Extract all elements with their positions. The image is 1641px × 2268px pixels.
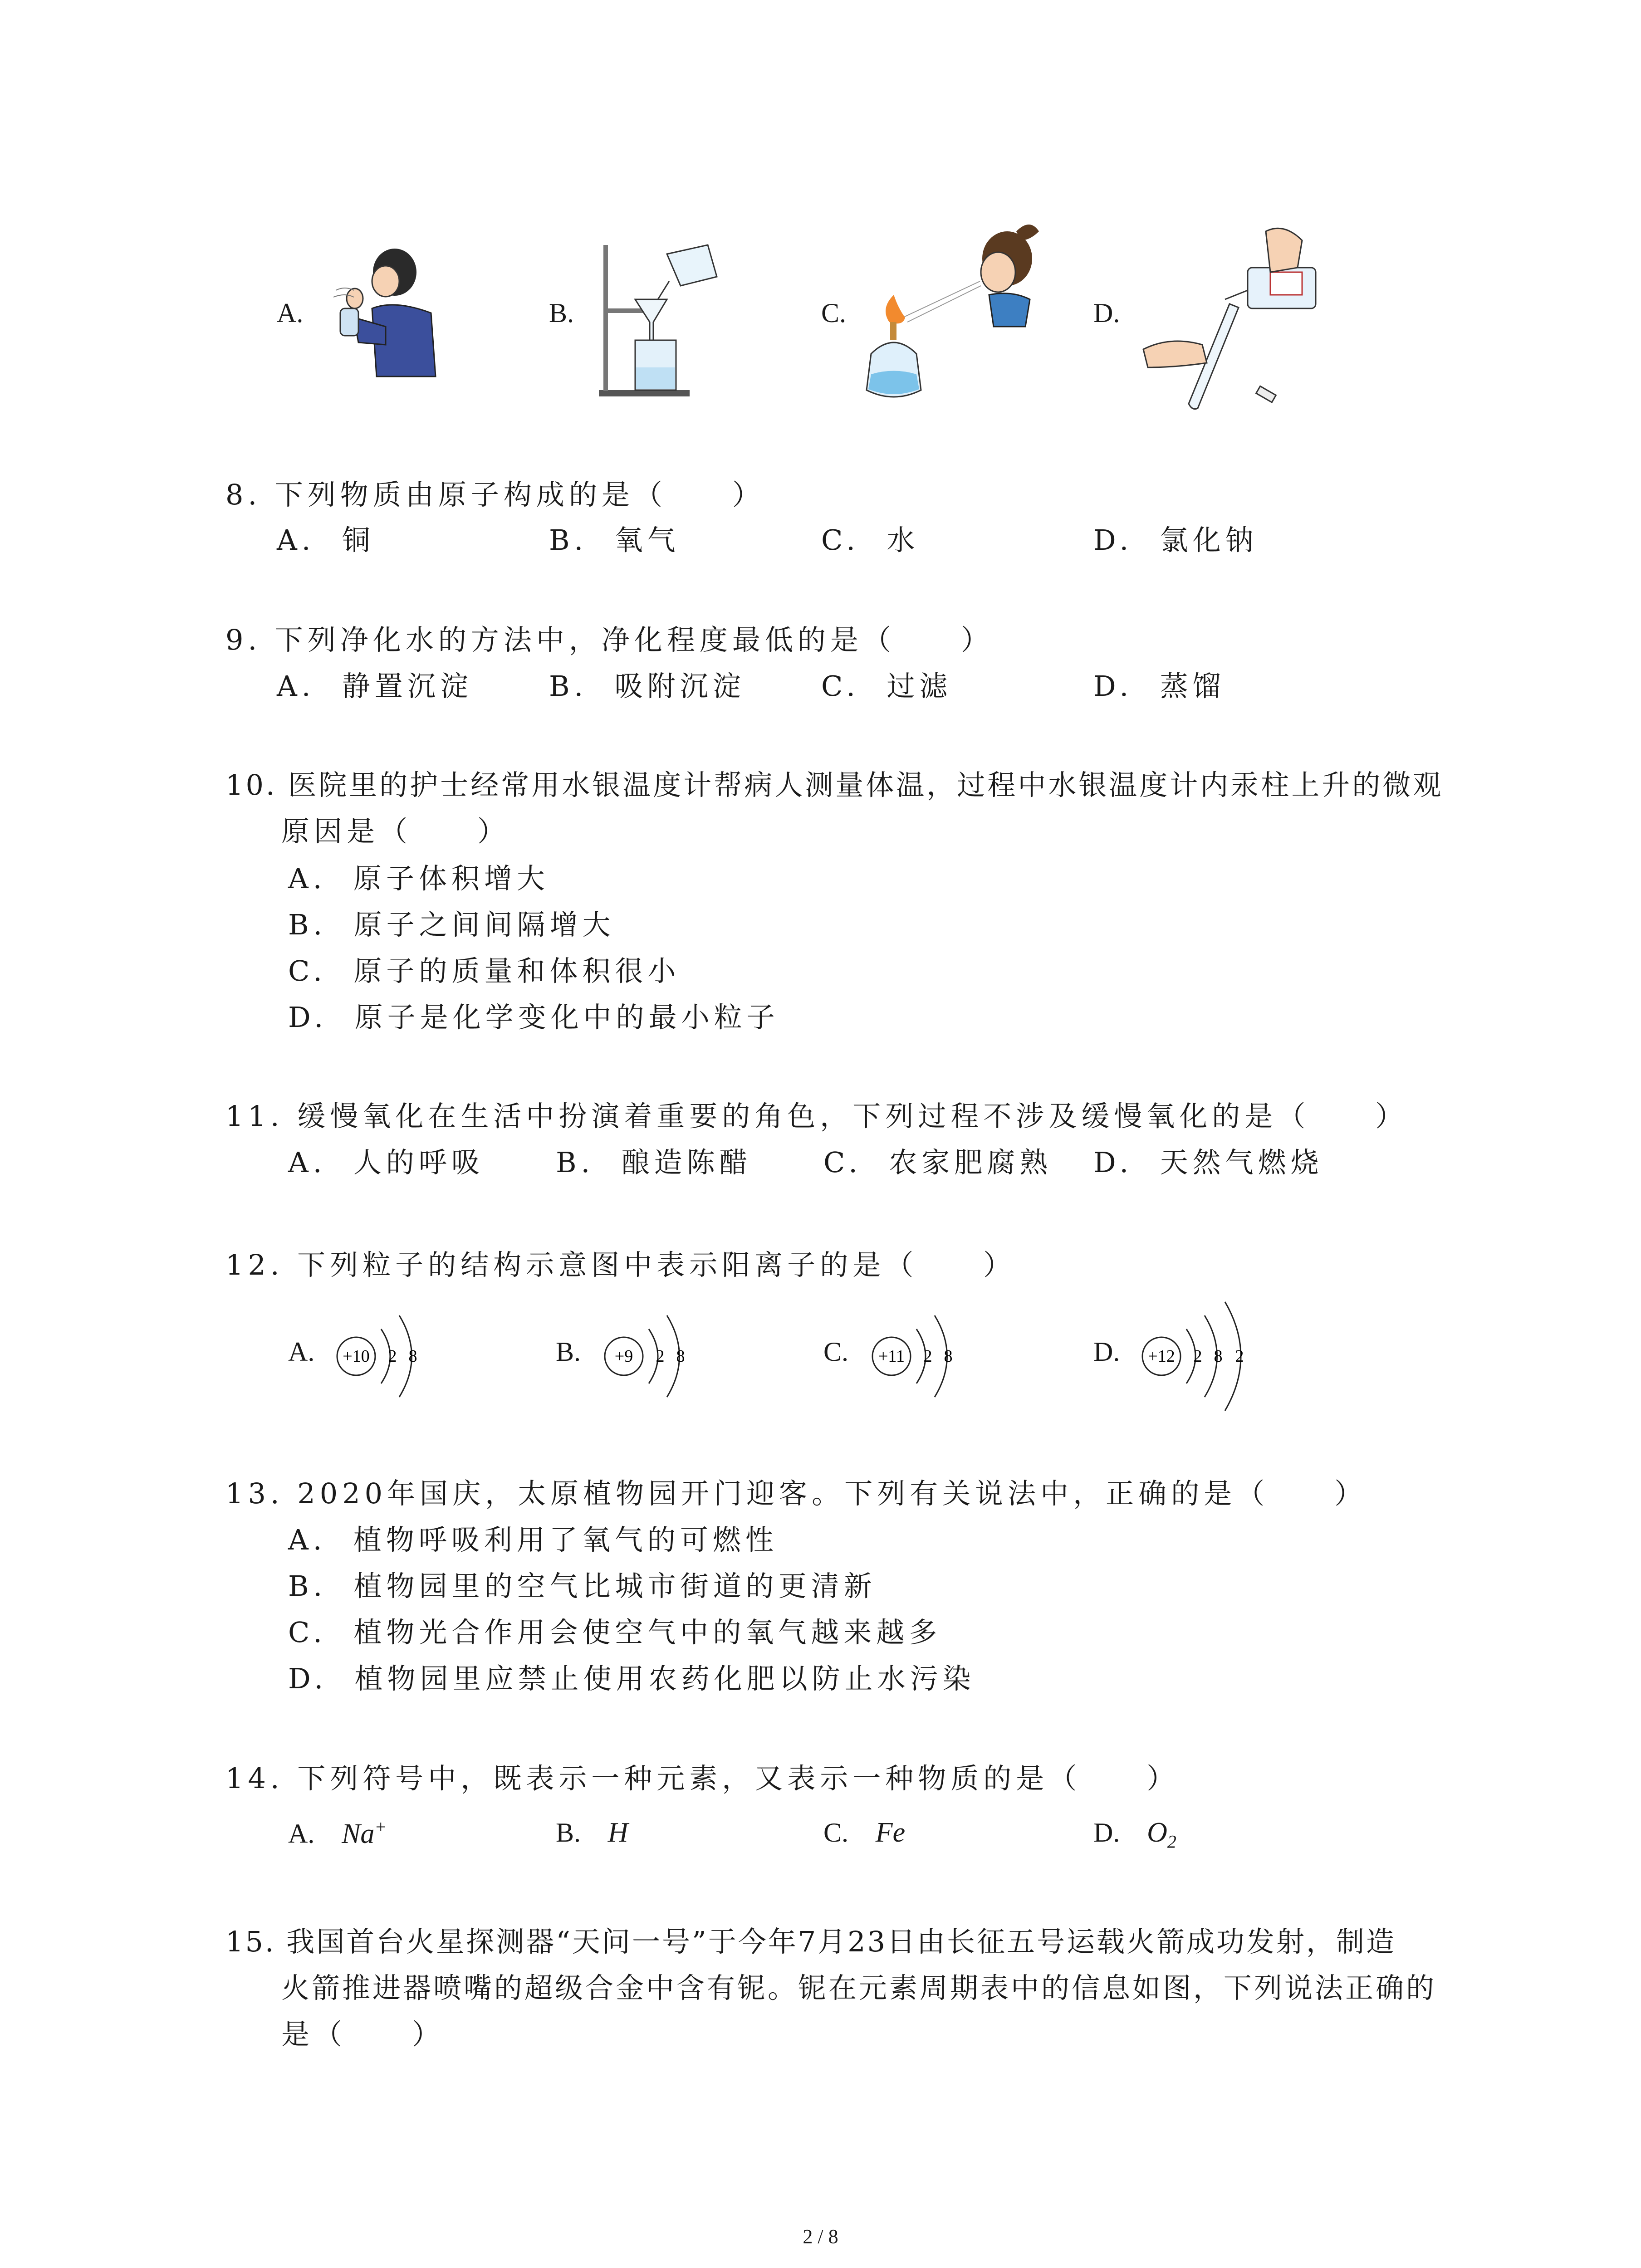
q11-stem: 11. 缓慢氧化在生活中扮演着重要的角色，下列过程不涉及缓慢氧化的是（ ） — [225, 1100, 1408, 1133]
q12-option-d-label: D. — [1093, 1337, 1120, 1367]
atom-a-nucleus: +10 — [343, 1347, 370, 1366]
q9-option-c[interactable]: C. 过滤 — [821, 670, 952, 703]
atom-diagram-b — [599, 1306, 708, 1406]
atom-diagram-d — [1134, 1297, 1270, 1415]
q12-option-b-label: B. — [556, 1337, 581, 1367]
smelling-chemical-illustration — [327, 245, 445, 381]
q12-stem: 12. 下列粒子的结构示意图中表示阳离子的是（ ） — [225, 1248, 1016, 1281]
q8-stem: 8. 下列物质由原子构成的是（ ） — [225, 478, 765, 511]
q8-option-d[interactable]: D. 氯化钠 — [1093, 523, 1258, 557]
q13-option-b[interactable]: B. 植物园里的空气比城市街道的更清新 — [288, 1569, 877, 1603]
q11-option-d[interactable]: D. 天然气燃烧 — [1093, 1146, 1323, 1179]
q14-option-c[interactable] — [823, 1818, 905, 1847]
q14-option-d[interactable] — [1093, 1818, 1176, 1851]
atom-b-nucleus: +9 — [614, 1347, 633, 1366]
atom-b-shell-2: 8 — [676, 1347, 685, 1366]
q14-option-a-label: A. — [288, 1818, 315, 1849]
q15-stem-line-2: 火箭推进器喷嘴的超级合金中含有铌。铌在元素周期表中的信息如图，下列说法正确的 — [281, 1971, 1437, 2004]
q13-option-a[interactable]: A. 植物呼吸利用了氧气的可燃性 — [288, 1523, 778, 1556]
atom-b-shell-1: 2 — [656, 1347, 665, 1366]
q10-stem-line-2: 原因是（ ） — [281, 815, 510, 848]
q14-symbol-d-subscript: 2 — [1167, 1831, 1176, 1852]
q14-symbol-d: O — [1147, 1817, 1167, 1848]
q14-option-d-label: D. — [1093, 1818, 1120, 1848]
q10-option-b[interactable]: B. 原子之间间隔增大 — [288, 908, 615, 941]
pouring-liquid-illustration — [1134, 222, 1334, 417]
q14-option-b-label: B. — [556, 1818, 581, 1848]
filtration-apparatus-illustration — [590, 236, 726, 399]
atom-d-shell-1: 2 — [1193, 1347, 1202, 1366]
q8-option-c[interactable]: C. 水 — [821, 523, 920, 557]
q12-option-c-label: C. — [823, 1337, 849, 1367]
q14-symbol-a-charge: + — [374, 1817, 387, 1837]
q14-symbol-c: Fe — [875, 1817, 906, 1848]
q9-option-b[interactable]: B. 吸附沉淀 — [549, 670, 745, 703]
q7-option-b-label: B. — [549, 298, 574, 328]
q9-stem: 9. 下列净化水的方法中，净化程度最低的是（ ） — [225, 623, 994, 656]
atom-a-shell-2: 8 — [408, 1347, 417, 1366]
q7-option-c-label: C. — [821, 298, 847, 328]
page-number: 2 / 8 — [803, 2225, 838, 2248]
q11-option-a[interactable]: A. 人的呼吸 — [288, 1146, 484, 1179]
q10-stem-line-1: 10. 医院里的护士经常用水银温度计帮病人测量体温，过程中水银温度计内汞柱上升的微观 — [225, 768, 1444, 802]
q8-option-b[interactable]: B. 氧气 — [549, 523, 680, 557]
atom-c-shell-2: 8 — [944, 1347, 953, 1366]
q10-option-c[interactable]: C. 原子的质量和体积很小 — [288, 954, 681, 987]
atom-d-shell-3: 2 — [1235, 1347, 1244, 1366]
q9-option-a[interactable]: A. 静置沉淀 — [277, 670, 473, 703]
atom-c-shell-1: 2 — [923, 1347, 932, 1366]
atom-a-shell-1: 2 — [388, 1347, 397, 1366]
q15-stem-line-1: 15. 我国首台火星探测器“天问一号”于今年7月23日由长征五号运载火箭成功发射，制造 — [225, 1925, 1396, 1958]
atom-d-shell-2: 8 — [1214, 1347, 1223, 1366]
q11-option-c[interactable]: C. 农家肥腐熟 — [823, 1146, 1053, 1179]
q11-option-b[interactable]: B. 酿造陈醋 — [556, 1146, 752, 1179]
q13-stem: 13. 2020年国庆，太原植物园开门迎客。下列有关说法中，正确的是（ ） — [225, 1477, 1367, 1510]
blowing-out-alcohol-lamp-illustration — [862, 218, 1053, 417]
q8-option-a[interactable]: A. 铜 — [277, 523, 375, 557]
q15-stem-line-3: 是（ ） — [281, 2018, 445, 2051]
q14-symbol-a: Na — [342, 1818, 375, 1849]
q7-option-a-label: A. — [277, 298, 304, 328]
q12-option-a-label: A. — [288, 1337, 315, 1367]
q7-option-d-label: D. — [1093, 298, 1120, 328]
q10-option-a[interactable]: A. 原子体积增大 — [288, 862, 549, 895]
q14-option-c-label: C. — [823, 1818, 849, 1848]
q14-stem: 14. 下列符号中，既表示一种元素，又表示一种物质的是（ ） — [225, 1762, 1180, 1795]
q10-option-d[interactable]: D. 原子是化学变化中的最小粒子 — [288, 1001, 779, 1034]
atom-diagram-a — [331, 1306, 440, 1406]
q9-option-d[interactable]: D. 蒸馏 — [1093, 670, 1225, 703]
atom-c-nucleus: +11 — [878, 1347, 905, 1366]
q14-option-b[interactable] — [556, 1818, 628, 1847]
q14-symbol-b: H — [607, 1817, 628, 1848]
atom-d-nucleus: +12 — [1148, 1347, 1175, 1366]
q14-option-a[interactable] — [288, 1818, 387, 1848]
q13-option-d[interactable]: D. 植物园里应禁止使用农药化肥以防止水污染 — [288, 1662, 975, 1695]
atom-diagram-c — [867, 1306, 975, 1406]
q13-option-c[interactable]: C. 植物光合作用会使空气中的氧气越来越多 — [288, 1616, 942, 1649]
